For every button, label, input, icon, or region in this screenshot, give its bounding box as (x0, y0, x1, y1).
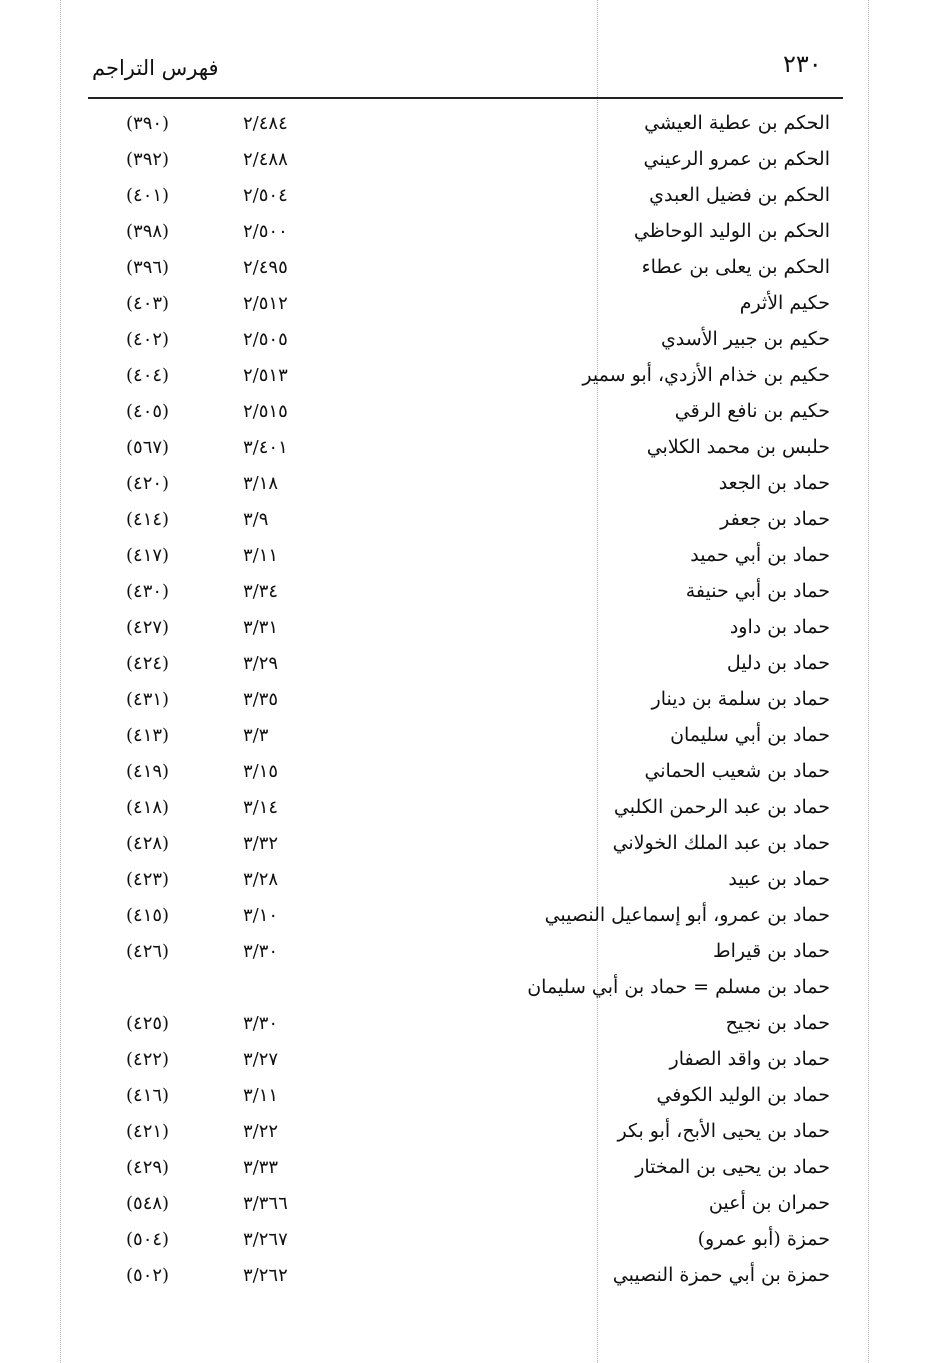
entry-volume-page: ٣/١٠ (243, 905, 279, 926)
index-entry (0, 614, 935, 650)
entry-number: (٤١٣) (126, 725, 170, 746)
entry-volume-page: ٣/٢٦٧ (243, 1229, 288, 1250)
entry-number: (٥٤٨) (126, 1193, 170, 1214)
entry-name: حكيم بن جبير الأسدي (660, 328, 830, 350)
index-entry (0, 578, 935, 614)
entry-number: (٤٣٠) (126, 581, 170, 602)
entry-volume-page: ٣/٢٩ (243, 653, 279, 674)
index-entry (0, 218, 935, 254)
entry-number: (٤١٤) (126, 509, 170, 530)
entry-name: حمزة بن أبي حمزة النصيبي (612, 1264, 830, 1286)
entry-name: حماد بن يحيى بن المختار (635, 1156, 830, 1178)
entry-volume-page: ٣/٣ (243, 725, 269, 746)
entry-volume-page: ٣/٤٠١ (243, 437, 288, 458)
entry-name: حمزة (أبو عمرو) (697, 1228, 830, 1250)
index-entry (0, 722, 935, 758)
entry-volume-page: ٣/١٥ (243, 761, 279, 782)
entry-volume-page: ٣/٩ (243, 509, 269, 530)
index-entry (0, 434, 935, 470)
header-rule (88, 97, 843, 99)
entry-name: حماد بن سلمة بن دينار (651, 688, 830, 710)
entry-volume-page: ٣/٢٦٢ (243, 1265, 288, 1286)
entry-volume-page: ٣/٢٧ (243, 1049, 279, 1070)
entry-volume-page: ٢/٥٠٤ (243, 185, 288, 206)
entry-number: (٥٠٤) (126, 1229, 170, 1250)
entry-number: (٥٦٧) (126, 437, 170, 458)
index-entry (0, 1010, 935, 1046)
entry-name: حماد بن مسلم = حماد بن أبي سليمان (527, 976, 830, 998)
index-entry (0, 1262, 935, 1298)
index-entry (0, 1226, 935, 1262)
entry-volume-page: ٣/١١ (243, 545, 279, 566)
entry-name: حماد بن الوليد الكوفي (656, 1084, 830, 1106)
index-entry (0, 290, 935, 326)
index-entry (0, 542, 935, 578)
entry-name: حكيم الأثرم (739, 292, 830, 314)
entry-name: الحكم بن عمرو الرعيني (643, 148, 830, 170)
entry-name: حماد بن نجيح (725, 1012, 830, 1034)
entry-number: (٤٣١) (126, 689, 170, 710)
entry-volume-page: ٣/٣٤ (243, 581, 279, 602)
entry-number: (٤٢٦) (126, 941, 170, 962)
index-entry (0, 938, 935, 974)
entry-name: حلبس بن محمد الكلابي (646, 436, 830, 458)
entry-volume-page: ٣/٣٠ (243, 1013, 279, 1034)
entry-volume-page: ٣/٣١ (243, 617, 279, 638)
entry-name: حماد بن أبي سليمان (670, 724, 830, 746)
entry-volume-page: ٢/٥١٢ (243, 293, 288, 314)
entry-number: (٤١٨) (126, 797, 170, 818)
page-header-title: فهرس التراجم (92, 56, 219, 80)
entry-volume-page: ٣/١٤ (243, 797, 279, 818)
entry-number: (٤١٥) (126, 905, 170, 926)
index-entry (0, 902, 935, 938)
entry-number: (٣٩٢) (126, 149, 170, 170)
entry-volume-page: ٣/١١ (243, 1085, 279, 1106)
entry-number: (٤٢٣) (126, 869, 170, 890)
entry-volume-page: ٣/٣٠ (243, 941, 279, 962)
index-entry (0, 1046, 935, 1082)
index-entry (0, 398, 935, 434)
entry-number: (٤٠٥) (126, 401, 170, 422)
entry-volume-page: ٣/١٨ (243, 473, 279, 494)
entry-name: حماد بن شعيب الحماني (644, 760, 830, 782)
index-entry (0, 254, 935, 290)
index-entry (0, 1190, 935, 1226)
index-entry (0, 1118, 935, 1154)
index-entry (0, 974, 935, 1010)
index-entry (0, 110, 935, 146)
index-entries (0, 110, 935, 1298)
index-entry (0, 794, 935, 830)
entry-number: (٤٠٣) (126, 293, 170, 314)
entry-volume-page: ٣/٣٦٦ (243, 1193, 288, 1214)
index-entry (0, 1082, 935, 1118)
index-entry (0, 866, 935, 902)
entry-name: حمران بن أعين (708, 1192, 830, 1214)
entry-volume-page: ٣/٣٢ (243, 833, 279, 854)
entry-volume-page: ٣/٢٨ (243, 869, 279, 890)
index-entry (0, 686, 935, 722)
entry-name: حماد بن داود (729, 616, 830, 638)
entry-volume-page: ٢/٤٨٤ (243, 113, 288, 134)
entry-volume-page: ٣/٣٣ (243, 1157, 279, 1178)
entry-volume-page: ٢/٥١٥ (243, 401, 288, 422)
index-entry (0, 1154, 935, 1190)
entry-volume-page: ٢/٤٩٥ (243, 257, 288, 278)
index-entry (0, 182, 935, 218)
entry-name: حماد بن واقد الصفار (669, 1048, 830, 1070)
entry-number: (٥٠٢) (126, 1265, 170, 1286)
entry-number: (٤٢٨) (126, 833, 170, 854)
entry-name: حماد بن عمرو، أبو إسماعيل النصيبي (544, 904, 830, 926)
entry-name: حماد بن دليل (726, 652, 830, 674)
entry-number: (٣٩٦) (126, 257, 170, 278)
entry-name: حماد بن عبيد (728, 868, 830, 890)
entry-number: (٤٢١) (126, 1121, 170, 1142)
entry-name: حماد بن يحيى الأبح، أبو بكر (617, 1120, 830, 1142)
entry-number: (٤١٩) (126, 761, 170, 782)
index-entry (0, 506, 935, 542)
entry-number: (٤٠١) (126, 185, 170, 206)
entry-name: حكيم بن خذام الأزدي، أبو سمير (582, 364, 830, 386)
entry-name: الحكم بن فضيل العبدي (649, 184, 830, 206)
index-entry (0, 830, 935, 866)
entry-name: الحكم بن عطية العيشي (644, 112, 830, 134)
index-entry (0, 470, 935, 506)
entry-number: (٣٩٨) (126, 221, 170, 242)
index-entry (0, 362, 935, 398)
index-entry (0, 650, 935, 686)
entry-volume-page: ٢/٥٠٠ (243, 221, 288, 242)
entry-name: الحكم بن الوليد الوحاظي (633, 220, 830, 242)
index-entry (0, 146, 935, 182)
entry-name: حماد بن أبي حنيفة (685, 580, 830, 602)
entry-number: (٤٢٥) (126, 1013, 170, 1034)
entry-name: حماد بن أبي حميد (690, 544, 830, 566)
entry-number: (٤٢٤) (126, 653, 170, 674)
entry-volume-page: ٣/٣٥ (243, 689, 279, 710)
entry-volume-page: ٢/٥٠٥ (243, 329, 288, 350)
entry-number: (٣٩٠) (126, 113, 170, 134)
entry-name: الحكم بن يعلى بن عطاء (641, 256, 830, 278)
entry-name: حماد بن الجعد (718, 472, 830, 494)
entry-number: (٤٢٠) (126, 473, 170, 494)
index-entry (0, 758, 935, 794)
entry-name: حكيم بن نافع الرقي (674, 400, 830, 422)
entry-name: حماد بن قيراط (713, 940, 830, 962)
entry-volume-page: ٢/٥١٣ (243, 365, 288, 386)
entry-number: (٤٠٢) (126, 329, 170, 350)
entry-number: (٤١٦) (126, 1085, 170, 1106)
entry-number: (٤٠٤) (126, 365, 170, 386)
entry-name: حماد بن جعفر (720, 508, 830, 530)
index-entry (0, 326, 935, 362)
entry-number: (٤١٧) (126, 545, 170, 566)
entry-name: حماد بن عبد الملك الخولاني (612, 832, 830, 854)
entry-number: (٤٢٧) (126, 617, 170, 638)
entry-volume-page: ٣/٢٢ (243, 1121, 279, 1142)
entry-number: (٤٢٢) (126, 1049, 170, 1070)
entry-number: (٤٢٩) (126, 1157, 170, 1178)
entry-name: حماد بن عبد الرحمن الكلبي (613, 796, 830, 818)
page-number: ٢٣٠ (783, 50, 822, 78)
entry-volume-page: ٢/٤٨٨ (243, 149, 288, 170)
